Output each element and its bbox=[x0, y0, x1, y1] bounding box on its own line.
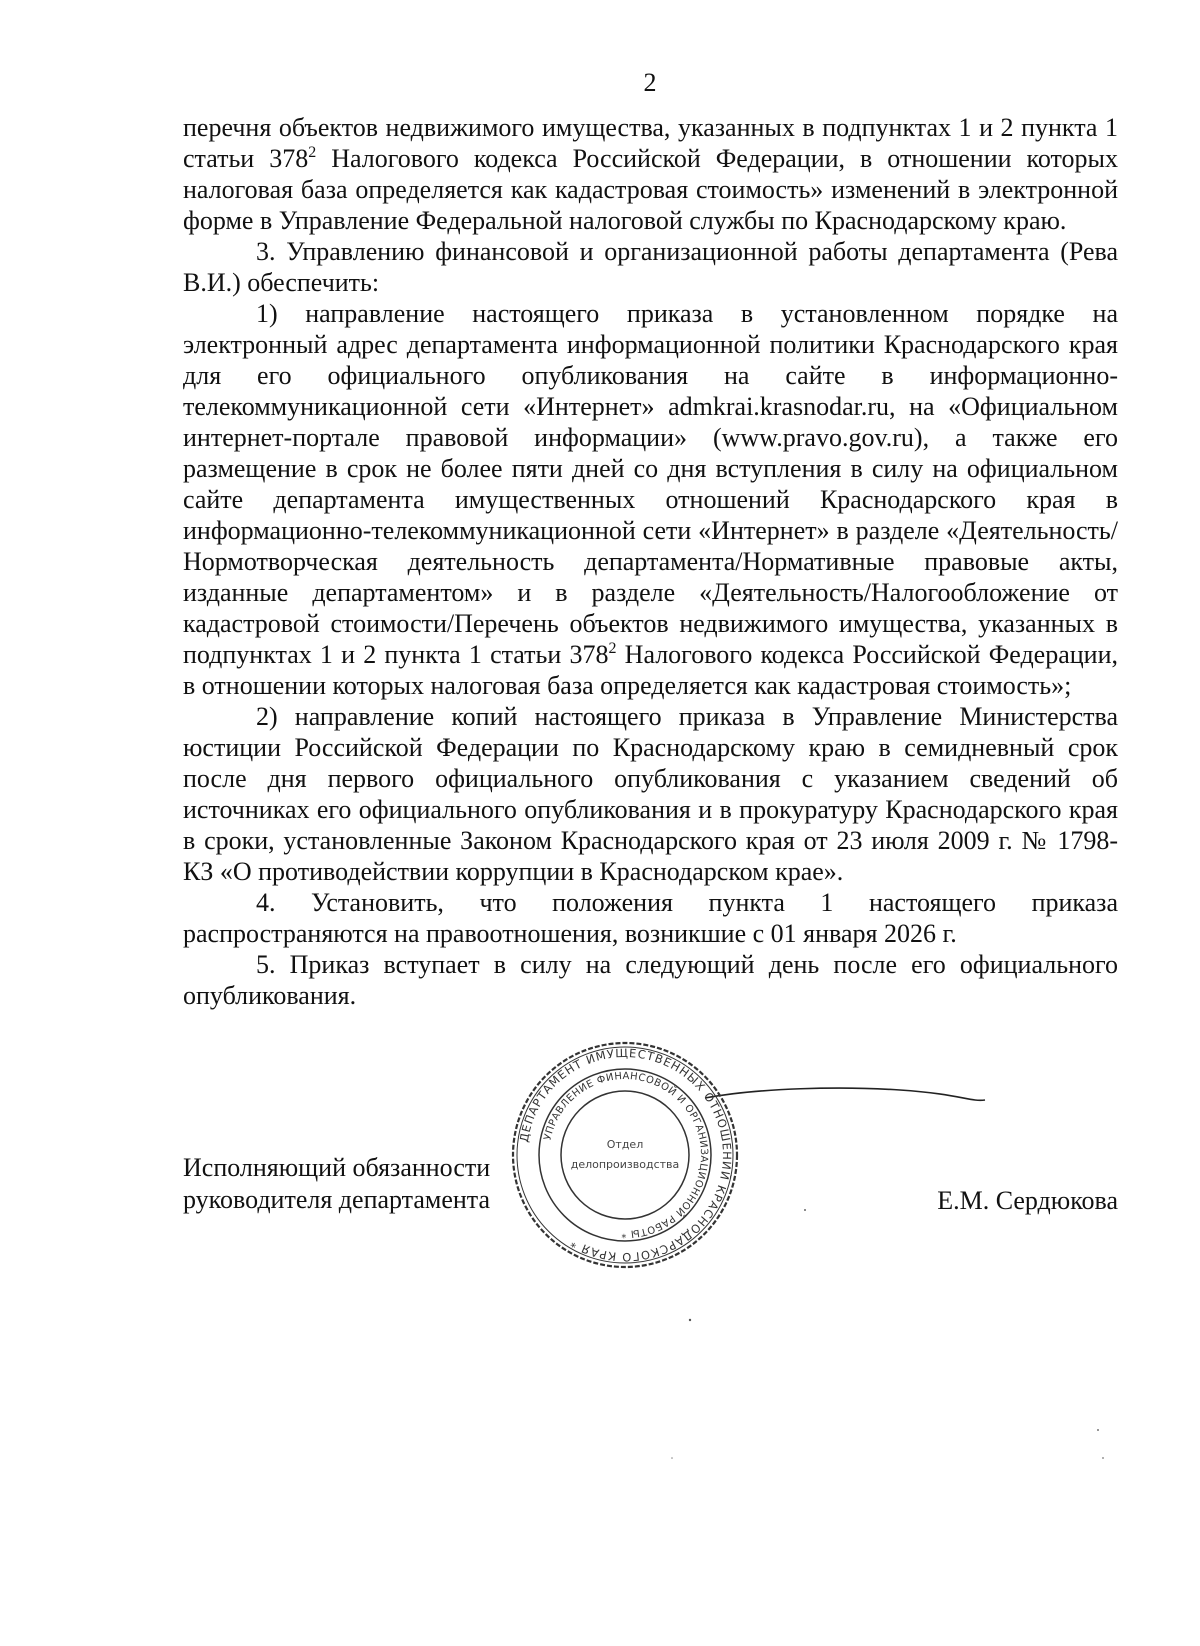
signer-position-line2: руководителя департамента bbox=[183, 1185, 491, 1214]
superscript: 2 bbox=[608, 640, 617, 657]
signer-name: Е.М. Сердюкова bbox=[937, 1186, 1118, 1215]
text-run: Налогового кодекса Российской Федерации, в отношении которых налоговая база определяется как кадастровая стоимость»; bbox=[183, 640, 1118, 700]
document-body bbox=[183, 112, 1118, 1011]
paragraph-item-4: 4. Установить, что положения пункта 1 настоящего приказа распространяются на правоотношения, возникшие с 01 января 2026 г. bbox=[183, 888, 1118, 948]
signer-position-line1: Исполняющий обязанности bbox=[183, 1153, 491, 1182]
superscript: 2 bbox=[308, 144, 317, 161]
seal-outer-text: ДЕПАРТАМЕНТ ИМУЩЕСТВЕННЫХ ОТНОШЕНИЙ КРАСНОДАРСКОГО КРАЯ * bbox=[516, 1045, 735, 1265]
paragraph-item-3-2: 2) направление копий настоящего приказа в Управление Министерства юстиции Российской Федерации по Краснодарскому краю в семидневный срок после дня первого официального опубликования с указанием сведений об источниках его официального опубликования и в прокуратуру Краснодарского края в сроки, установленные Законом Краснодарского края от 23 июля 2009 г. № 1798-КЗ «О противодействии коррупции в Краснодарском крае». bbox=[183, 702, 1118, 886]
seal-inner-text: УПРАВЛЕНИЕ ФИНАНСОВОЙ И ОРГАНИЗАЦИОННОЙ РАБОТЫ * bbox=[542, 1070, 710, 1240]
svg-text:УПРАВЛЕНИЕ ФИНАНСОВОЙ И ОРГАНИ bbox=[542, 1071, 709, 1239]
text-run: перечня объектов недвижимого имущества, указанных в подпунктах 1 и 2 пункта 1 статьи 378 bbox=[183, 113, 1118, 173]
paragraph-item-5: 5. Приказ вступает в силу на следующий день после его официального опубликования. bbox=[183, 950, 1118, 1010]
text-run: 1) направление настоящего приказа в установленном порядке на электронный адрес департамента информационной политики Краснодарского края для его официального опубликования на сайте в информационно-телекоммуникационной сети «Интернет» admkrai.krasnodar.ru, на «Официальном интернет-портале правовой информации» (www.pravo.gov.ru), а также его размещение в срок не более пяти дней со дня вступления в силу на официальном сайте департамента имущественных отношений Краснодарского края в информационно-телекоммуникационной сети «Интернет» в разделе «Деятельность/Нормотворческая деятельность департамента/Нормативные правовые акты, изданные департаментом» и в разделе «Деятельность/Налогообложение от кадастровой стоимости/Перечень объектов недвижимого имущества, указанных в подпунктах 1 и 2 пункта 1 статьи 378 bbox=[183, 299, 1118, 669]
seal-center-line1: Отдел bbox=[606, 1138, 644, 1151]
paragraph-item-3: 3. Управлению финансовой и организационной работы департамента (Рева В.И.) обеспечить: bbox=[183, 237, 1118, 297]
paragraph-item-3-1 bbox=[183, 298, 1118, 701]
signature-line bbox=[700, 1080, 990, 1110]
text-run: Налогового кодекса Российской Федерации, в отношении которых налоговая база определяется как кадастровая стоимость» изменений в электронной форме в Управление Федеральной налоговой службы по Краснодарскому краю. bbox=[183, 144, 1118, 235]
paragraph-continuation bbox=[183, 112, 1118, 236]
signer-position bbox=[183, 1152, 490, 1216]
seal-center-line2: делопроизводства bbox=[570, 1158, 680, 1171]
page-number: 2 bbox=[643, 68, 657, 97]
official-seal bbox=[510, 1040, 740, 1270]
